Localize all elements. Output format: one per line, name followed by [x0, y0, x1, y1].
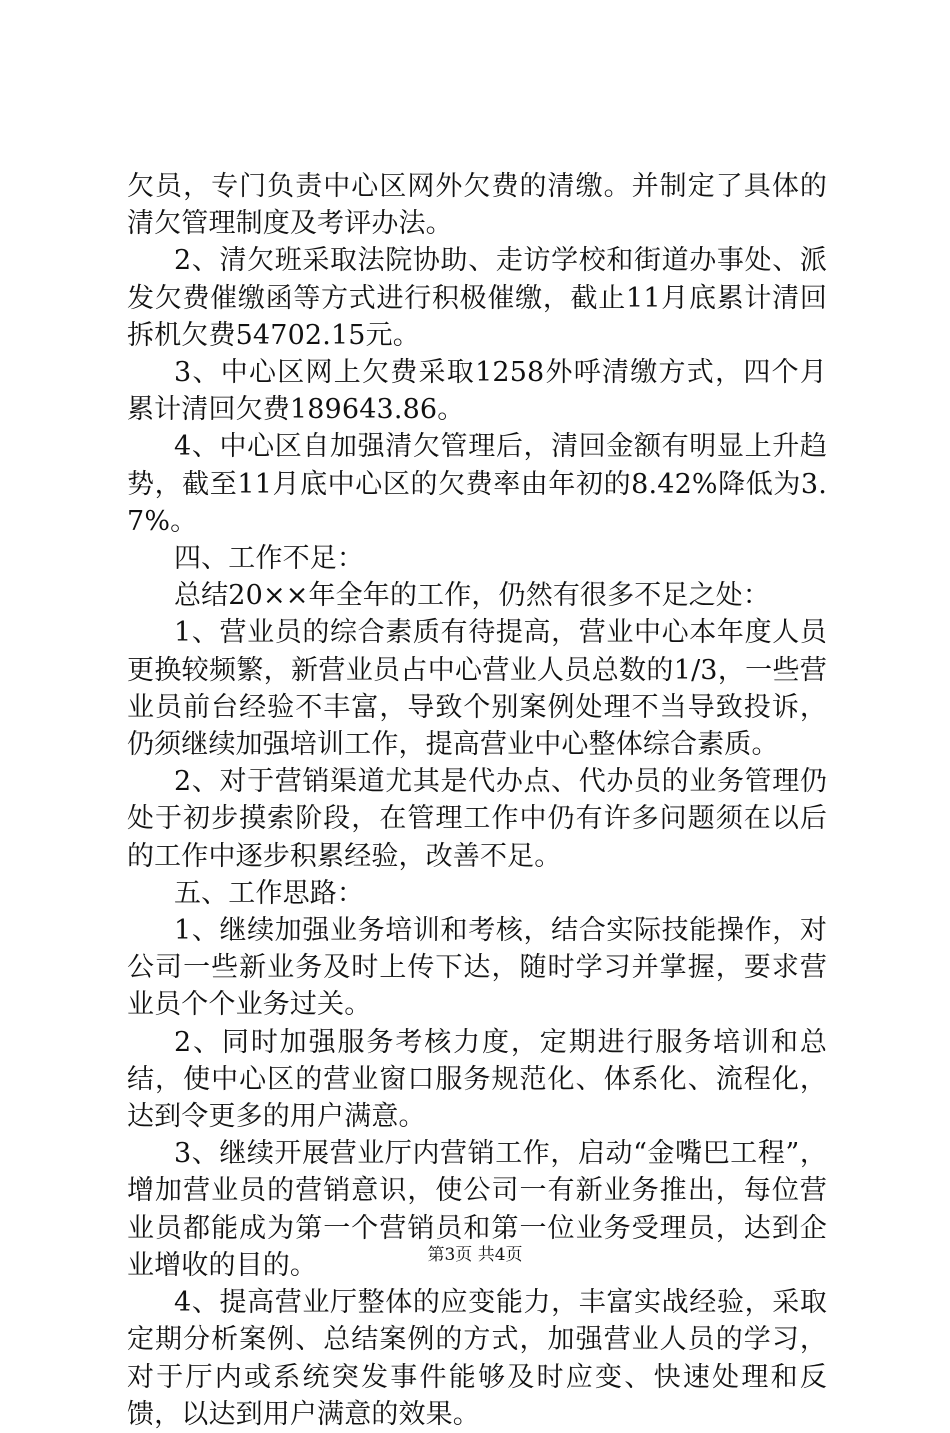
paragraph-plan-item-4: 4、提高营业厅整体的应变能力，丰富实战经验，采取定期分析案例、总结案例的方式，加强营业人员的学习，对于厅内或系统突发事件能够及时应变、快速处理和反馈，以达到用户满意的效果。: [127, 1287, 827, 1430]
paragraph-shortcomings-intro: 总结20××年全年的工作，仍然有很多不足之处：: [174, 580, 771, 612]
section-heading-work-plan: 五、工作思路：: [174, 877, 365, 909]
paragraph-continuation: 欠员，专门负责中心区网外欠费的清缴。并制定了具体的清欠管理制度及考评办法。: [127, 171, 827, 240]
section-heading-shortcomings: 四、工作不足：: [174, 543, 365, 575]
paragraph-plan-item-1: 1、继续加强业务培训和考核，结合实际技能操作，对公司一些新业务及时上传下达，随时学习并掌握，要求营业员个个业务过关。: [127, 915, 827, 1021]
paragraph-shortcomings-item-2: 2、对于营销渠道尤其是代办点、代办员的业务管理仍处于初步摸索阶段，在管理工作中仍有许多问题须在以后的工作中逐步积累经验，改善不足。: [127, 766, 827, 872]
paragraph-plan-item-3: 3、继续开展营业厅内营销工作，启动“金嘴巴工程”，增加营业员的营销意识，使公司一有新业务推出，每位营业员都能成为第一个营销员和第一位业务受理员，达到企业增收的目的。: [127, 1138, 827, 1281]
paragraph-arrears-item-2: 2、清欠班采取法院协助、走访学校和街道办事处、派发欠费催缴函等方式进行积极催缴，截止11月底累计清回拆机欠费54702.15元。: [127, 245, 827, 351]
paragraph-arrears-item-3: 3、中心区网上欠费采取1258外呼清缴方式，四个月累计清回欠费189643.86。: [127, 357, 827, 426]
paragraph-plan-item-2: 2、同时加强服务考核力度，定期进行服务培训和总结，使中心区的营业窗口服务规范化、体系化、流程化，达到令更多的用户满意。: [127, 1026, 827, 1133]
paragraph-shortcomings-item-1: 1、营业员的综合素质有待提高，营业中心本年度人员更换较频繁，新营业员占中心营业人员总数的1/3，一些营业员前台经验不丰富，导致个别案例处理不当导致投诉，仍须继续加强培训工作，提高营业中心整体综合素质。: [127, 617, 827, 761]
page-footer: 第3页 共4页: [427, 1245, 523, 1265]
paragraph-arrears-item-4: 4、中心区自加强清欠管理后，清回金额有明显上升趋势，截至11月底中心区的欠费率由年初的8.42%降低为3.7%。: [127, 431, 827, 537]
